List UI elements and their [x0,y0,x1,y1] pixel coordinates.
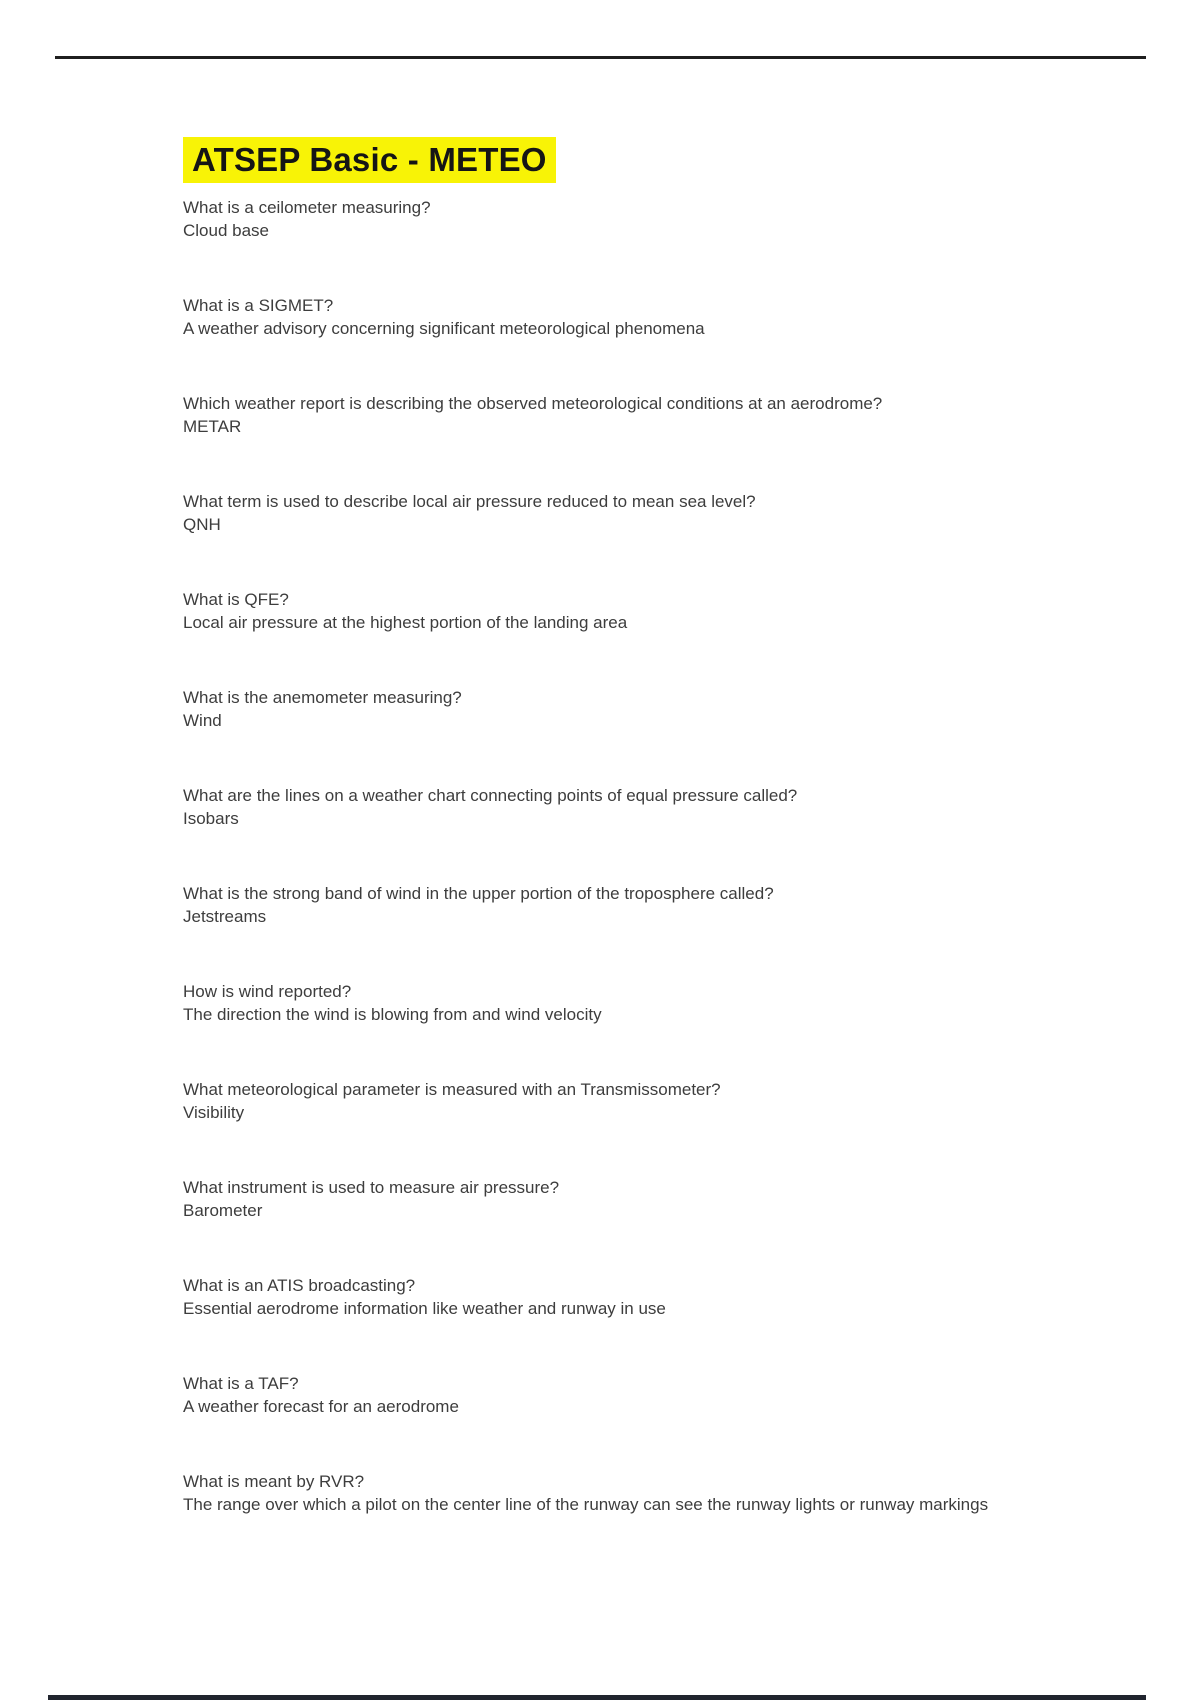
answer-text: Local air pressure at the highest portion of the landing area [183,613,628,632]
qa-block [183,588,1028,634]
answer-text: The direction the wind is blowing from and wind velocity [183,1005,602,1024]
answer-text: Barometer [183,1201,263,1220]
question-text: What is a SIGMET? [183,296,334,315]
qa-block [183,980,1028,1026]
question-text: Which weather report is describing the observed meteorological conditions at an aerodrome? [183,394,883,413]
answer-text: QNH [183,515,221,534]
question-text: What is QFE? [183,590,289,609]
question-text: What is the anemometer measuring? [183,688,462,707]
qa-block [183,1078,1028,1124]
answer-text: Jetstreams [183,907,267,926]
question-text: How is wind reported? [183,982,352,1001]
page-title: ATSEP Basic - METEO [183,137,556,183]
question-text: What are the lines on a weather chart connecting points of equal pressure called? [183,786,798,805]
question-text: What instrument is used to measure air pressure? [183,1178,560,1197]
question-text: What is the strong band of wind in the upper portion of the troposphere called? [183,884,774,903]
qa-block [183,392,1028,438]
answer-text: Cloud base [183,221,270,240]
question-text: What meteorological parameter is measured with an Transmissometer? [183,1080,721,1099]
answer-text: A weather forecast for an aerodrome [183,1397,459,1416]
question-text: What is a TAF? [183,1374,299,1393]
qa-block [183,882,1028,928]
qa-block [183,784,1028,830]
qa-block [183,294,1028,340]
qa-block [183,1470,1028,1516]
qa-block [183,1274,1028,1320]
answer-text: Essential aerodrome information like weather and runway in use [183,1299,666,1318]
qa-block [183,1176,1028,1222]
document-content [183,137,1028,1568]
answer-text: A weather advisory concerning significant meteorological phenomena [183,319,705,338]
question-text: What term is used to describe local air pressure reduced to mean sea level? [183,492,756,511]
answer-text: METAR [183,417,242,436]
question-text: What is meant by RVR? [183,1472,365,1491]
question-text: What is a ceilometer measuring? [183,198,431,217]
page-title-line [183,137,1028,183]
footer-bar [48,1695,1146,1700]
qa-block [183,686,1028,732]
answer-text: The range over which a pilot on the center line of the runway can see the runway lights or runway markings [183,1495,989,1514]
answer-text: Wind [183,711,222,730]
answer-text: Isobars [183,809,239,828]
header-rule [55,56,1146,59]
qa-list [183,196,1028,1516]
question-text: What is an ATIS broadcasting? [183,1276,416,1295]
qa-block [183,196,1028,242]
qa-block [183,490,1028,536]
qa-block [183,1372,1028,1418]
answer-text: Visibility [183,1103,245,1122]
